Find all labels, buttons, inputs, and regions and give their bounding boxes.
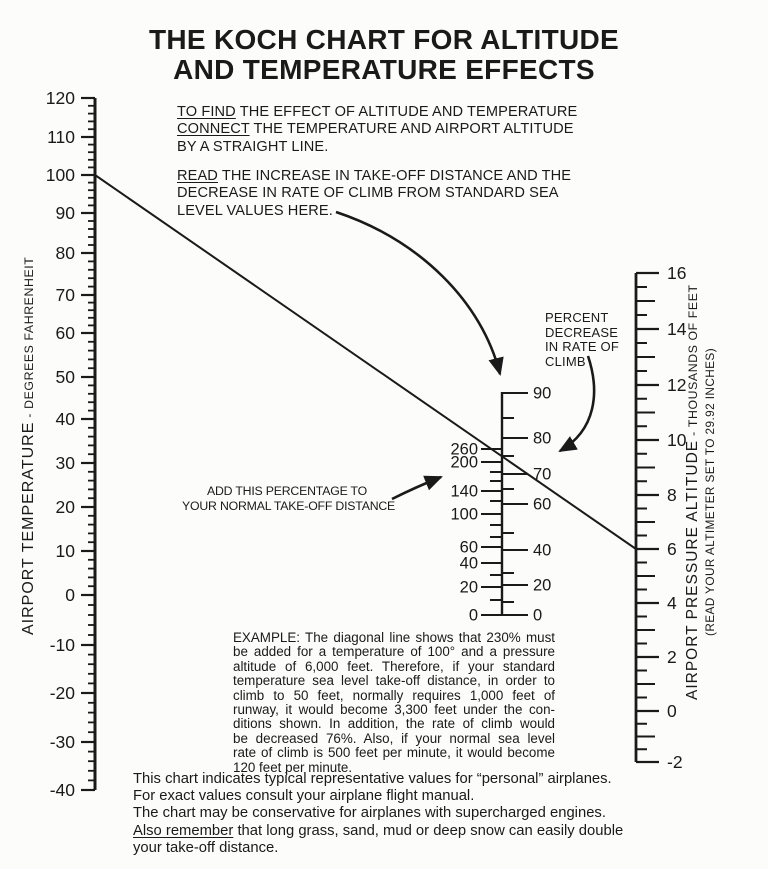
page-title — [0, 25, 768, 85]
percent-decrease-arrow — [560, 356, 594, 451]
svg-text:8: 8 — [667, 485, 677, 505]
right-axis-label-line1: AIRPORT PRESSURE ALTITUDE - THOUSANDS OF FEET — [684, 284, 701, 700]
temperature-scale — [46, 88, 95, 800]
instructions-read-line: READ THE INCREASE IN TAKE-OFF DISTANCE AND THE — [177, 168, 572, 184]
title-line-1: THE KOCH CHART FOR ALTITUDE — [148, 24, 620, 55]
note-percent-decrease-line: PERCENT — [545, 310, 609, 325]
svg-text:200: 200 — [450, 453, 478, 472]
svg-text:40: 40 — [55, 409, 75, 429]
note-percent-decrease-line: DECREASE — [545, 324, 619, 340]
left-axis-label: AIRPORT TEMPERATURE - DEGREES FAHRENHEIT — [20, 256, 37, 636]
footer-line: This chart indicates typical representative values for “personal” airplanes. — [133, 771, 612, 787]
svg-text:260: 260 — [450, 440, 478, 459]
svg-text:-10: -10 — [49, 635, 75, 655]
svg-text:40: 40 — [459, 554, 478, 573]
svg-text:60: 60 — [459, 538, 478, 557]
svg-text:60: 60 — [533, 495, 552, 514]
svg-text:20: 20 — [459, 578, 478, 597]
svg-text:90: 90 — [55, 203, 75, 223]
instructions-read-line: LEVEL VALUES HERE. — [177, 202, 333, 219]
percent-scale — [450, 385, 551, 625]
pressure-altitude-scale — [636, 263, 687, 772]
svg-text:12: 12 — [667, 375, 687, 395]
svg-text:80: 80 — [533, 429, 552, 448]
footer-notes — [133, 771, 623, 857]
note-add-percentage-line: YOUR NORMAL TAKE-OFF DISTANCE — [182, 499, 396, 513]
example-line: be added for a temperature of 100° and a pressure — [233, 644, 555, 660]
svg-text:70: 70 — [55, 285, 75, 305]
left-axis-label-sub: DEGREES FAHRENHEIT — [22, 256, 36, 410]
footer-line: The chart may be conservative for airplanes with supercharged engines. — [133, 805, 606, 822]
example-line: runway, it would become 3,300 feet under the con- — [233, 702, 555, 718]
instructions-connect-line: TO FIND THE EFFECT OF ALTITUDE AND TEMPERATURE — [177, 104, 578, 120]
svg-text:50: 50 — [55, 367, 75, 387]
svg-text:14: 14 — [667, 319, 687, 339]
note-add-percentage — [182, 484, 396, 514]
svg-text:110: 110 — [47, 127, 75, 147]
svg-text:10: 10 — [55, 541, 75, 561]
svg-text:40: 40 — [533, 541, 552, 560]
svg-text:100: 100 — [45, 165, 75, 185]
svg-text:80: 80 — [55, 243, 75, 263]
example-line: temperature sea level take-off distance, in order to — [233, 673, 555, 689]
svg-text:70: 70 — [533, 465, 552, 484]
svg-text:10: 10 — [667, 430, 687, 450]
read-here-arrow — [336, 212, 500, 374]
svg-text:2: 2 — [667, 647, 677, 667]
instructions-connect — [177, 104, 577, 156]
footer-line: Also remember that long grass, sand, mud or deep snow can easily double — [133, 822, 624, 839]
svg-text:90: 90 — [533, 384, 552, 403]
instructions-connect-line: BY A STRAIGHT LINE. — [177, 138, 329, 155]
svg-text:6: 6 — [667, 539, 677, 559]
example-line: EXAMPLE: The diagonal line shows that 230% must — [233, 630, 555, 645]
svg-text:20: 20 — [533, 576, 552, 595]
note-percent-decrease-line: CLIMB — [545, 353, 586, 369]
svg-text:-20: -20 — [49, 683, 75, 703]
note-percent-decrease-line: IN RATE OF — [545, 339, 619, 355]
example-paragraph — [233, 631, 555, 775]
add-percentage-arrow — [392, 477, 441, 499]
example-line: rate of climb is 500 feet per minute, it would become — [233, 745, 555, 761]
svg-text:60: 60 — [55, 323, 75, 343]
example-line: 120 feet per minute. — [233, 759, 353, 775]
example-line: altitude of 6,000 feet. Therefore, if your standard — [233, 658, 555, 674]
svg-text:0: 0 — [468, 606, 478, 625]
left-axis-label-main: AIRPORT TEMPERATURE — [20, 421, 37, 636]
svg-text:120: 120 — [45, 88, 75, 108]
svg-text:30: 30 — [55, 453, 75, 473]
instructions-connect-line: CONNECT THE TEMPERATURE AND AIRPORT ALTITUDE — [177, 121, 574, 138]
svg-text:-30: -30 — [49, 732, 75, 752]
footer-line: For exact values consult your airplane flight manual. — [133, 788, 475, 805]
svg-text:-40: -40 — [49, 780, 75, 800]
note-percent-decrease — [545, 311, 619, 369]
instructions-read — [177, 168, 571, 220]
title-line-2: AND TEMPERATURE EFFECTS — [173, 54, 595, 85]
svg-text:20: 20 — [55, 497, 75, 517]
svg-text:0: 0 — [533, 606, 543, 625]
svg-text:100: 100 — [450, 505, 478, 524]
example-line: be decreased 76%. Also, if your normal sea level — [233, 730, 555, 746]
example-line: climb to 50 feet, normally requires 1,000 feet of — [233, 687, 555, 703]
footer-line: your take-off distance. — [133, 839, 279, 856]
svg-text:140: 140 — [450, 482, 478, 501]
example-line: ditions shown. In addition, the rate of climb would — [233, 716, 555, 732]
svg-text:-2: -2 — [667, 752, 683, 772]
note-add-percentage-line: ADD THIS PERCENTAGE TO — [206, 484, 368, 498]
right-axis-label — [684, 272, 719, 712]
svg-text:0: 0 — [667, 701, 677, 721]
instructions-read-line: DECREASE IN RATE OF CLIMB FROM STANDARD SEA — [177, 185, 559, 202]
right-axis-label-line2: (READ YOUR ALTIMETER SET TO 29.92 INCHES) — [703, 347, 717, 637]
svg-text:0: 0 — [65, 585, 75, 605]
svg-text:16: 16 — [667, 263, 687, 283]
svg-text:4: 4 — [667, 593, 677, 613]
